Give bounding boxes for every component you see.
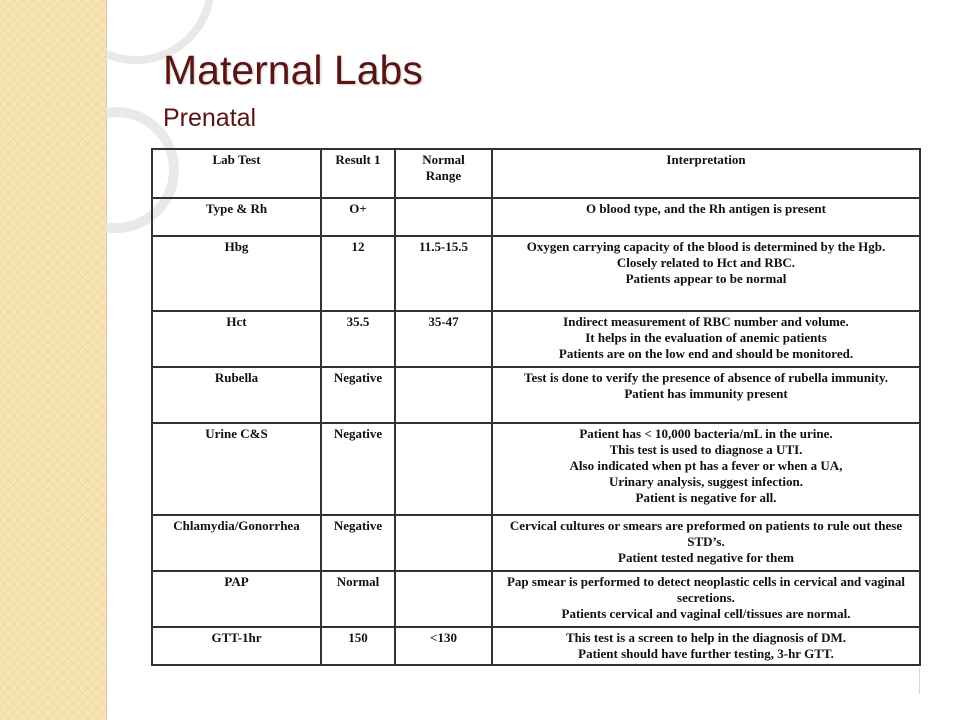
interpretation-line: Cervical cultures or smears are preformed on patients to rule out these STD’s. [509, 518, 903, 549]
interpretation-line: O blood type, and the Rh antigen is present [586, 201, 826, 216]
table-row [152, 198, 920, 236]
interpretation-line: Pap smear is performed to detect neoplastic cells in cervical and vaginal secretions. [506, 574, 905, 605]
page-subtitle: Prenatal [163, 104, 257, 132]
interpretation-line: Test is done to verify the presence of absence of rubella immunity. [524, 370, 888, 385]
divider-line [919, 668, 920, 694]
result-cell: Normal [321, 571, 395, 627]
interpretation-line: Patients appear to be normal [625, 271, 787, 286]
result-cell: 12 [321, 236, 395, 311]
header-result: Result 1 [321, 149, 395, 198]
lab-test-cell: GTT-1hr [152, 627, 321, 665]
table-row [152, 423, 920, 515]
lab-test-cell: Urine C&S [152, 423, 321, 515]
interpretation-cell [492, 423, 920, 515]
interpretation-cell [492, 571, 920, 627]
lab-test-cell: Hct [152, 311, 321, 367]
normal-range-cell [395, 515, 492, 571]
interpretation-line: Patient tested negative for them [618, 550, 794, 565]
interpretation-line: Patients cervical and vaginal cell/tissues are normal. [561, 606, 851, 621]
result-cell: Negative [321, 367, 395, 423]
interpretation-line: Closely related to Hct and RBC. [616, 255, 796, 270]
lab-results-table [151, 148, 921, 666]
result-cell: Negative [321, 423, 395, 515]
lab-test-cell: Type & Rh [152, 198, 321, 236]
interpretation-line: This test is a screen to help in the diagnosis of DM. [566, 630, 846, 645]
interpretation-cell [492, 236, 920, 311]
table-row [152, 311, 920, 367]
result-cell: O+ [321, 198, 395, 236]
interpretation-cell [492, 311, 920, 367]
interpretation-line: Patients are on the low end and should be monitored. [558, 346, 854, 361]
interpretation-line: It helps in the evaluation of anemic patients [585, 330, 827, 345]
normal-range-cell: 11.5-15.5 [395, 236, 492, 311]
lab-test-cell: Chlamydia/Gonorrhea [152, 515, 321, 571]
interpretation-line: Also indicated when pt has a fever or when a UA, [569, 458, 843, 473]
interpretation-line: Oxygen carrying capacity of the blood is determined by the Hgb. [526, 239, 886, 254]
interpretation-line: This test is used to diagnose a UTI. [609, 442, 803, 457]
interpretation-line: Indirect measurement of RBC number and volume. [563, 314, 849, 329]
table-row [152, 627, 920, 665]
table-row [152, 236, 920, 311]
result-cell: 150 [321, 627, 395, 665]
header-normal-range: Normal Range [395, 149, 492, 198]
interpretation-cell [492, 198, 920, 236]
table-body [152, 198, 920, 665]
lab-test-cell: Rubella [152, 367, 321, 423]
interpretation-line: Patient is negative for all. [635, 490, 777, 505]
normal-range-cell [395, 367, 492, 423]
normal-range-cell: <130 [395, 627, 492, 665]
table-row [152, 515, 920, 571]
header-lab-test: Lab Test [152, 149, 321, 198]
interpretation-line: Patient has immunity present [624, 386, 788, 401]
header-interpretation: Interpretation [492, 149, 920, 198]
interpretation-line: Urinary analysis, suggest infection. [609, 474, 803, 489]
normal-range-cell: 35-47 [395, 311, 492, 367]
normal-range-cell [395, 571, 492, 627]
result-cell: 35.5 [321, 311, 395, 367]
interpretation-cell [492, 367, 920, 423]
interpretation-cell [492, 627, 920, 665]
result-cell: Negative [321, 515, 395, 571]
table-row [152, 571, 920, 627]
table-row [152, 367, 920, 423]
lab-test-cell: Hbg [152, 236, 321, 311]
interpretation-line: Patient has < 10,000 bacteria/mL in the urine. [579, 426, 833, 441]
interpretation-line: Patient should have further testing, 3-hr GTT. [578, 646, 834, 661]
decorative-sidebar [0, 0, 107, 720]
normal-range-cell [395, 198, 492, 236]
lab-test-cell: PAP [152, 571, 321, 627]
interpretation-cell [492, 515, 920, 571]
page-title: Maternal Labs [163, 47, 423, 93]
normal-range-cell [395, 423, 492, 515]
table-header-row [152, 149, 920, 198]
